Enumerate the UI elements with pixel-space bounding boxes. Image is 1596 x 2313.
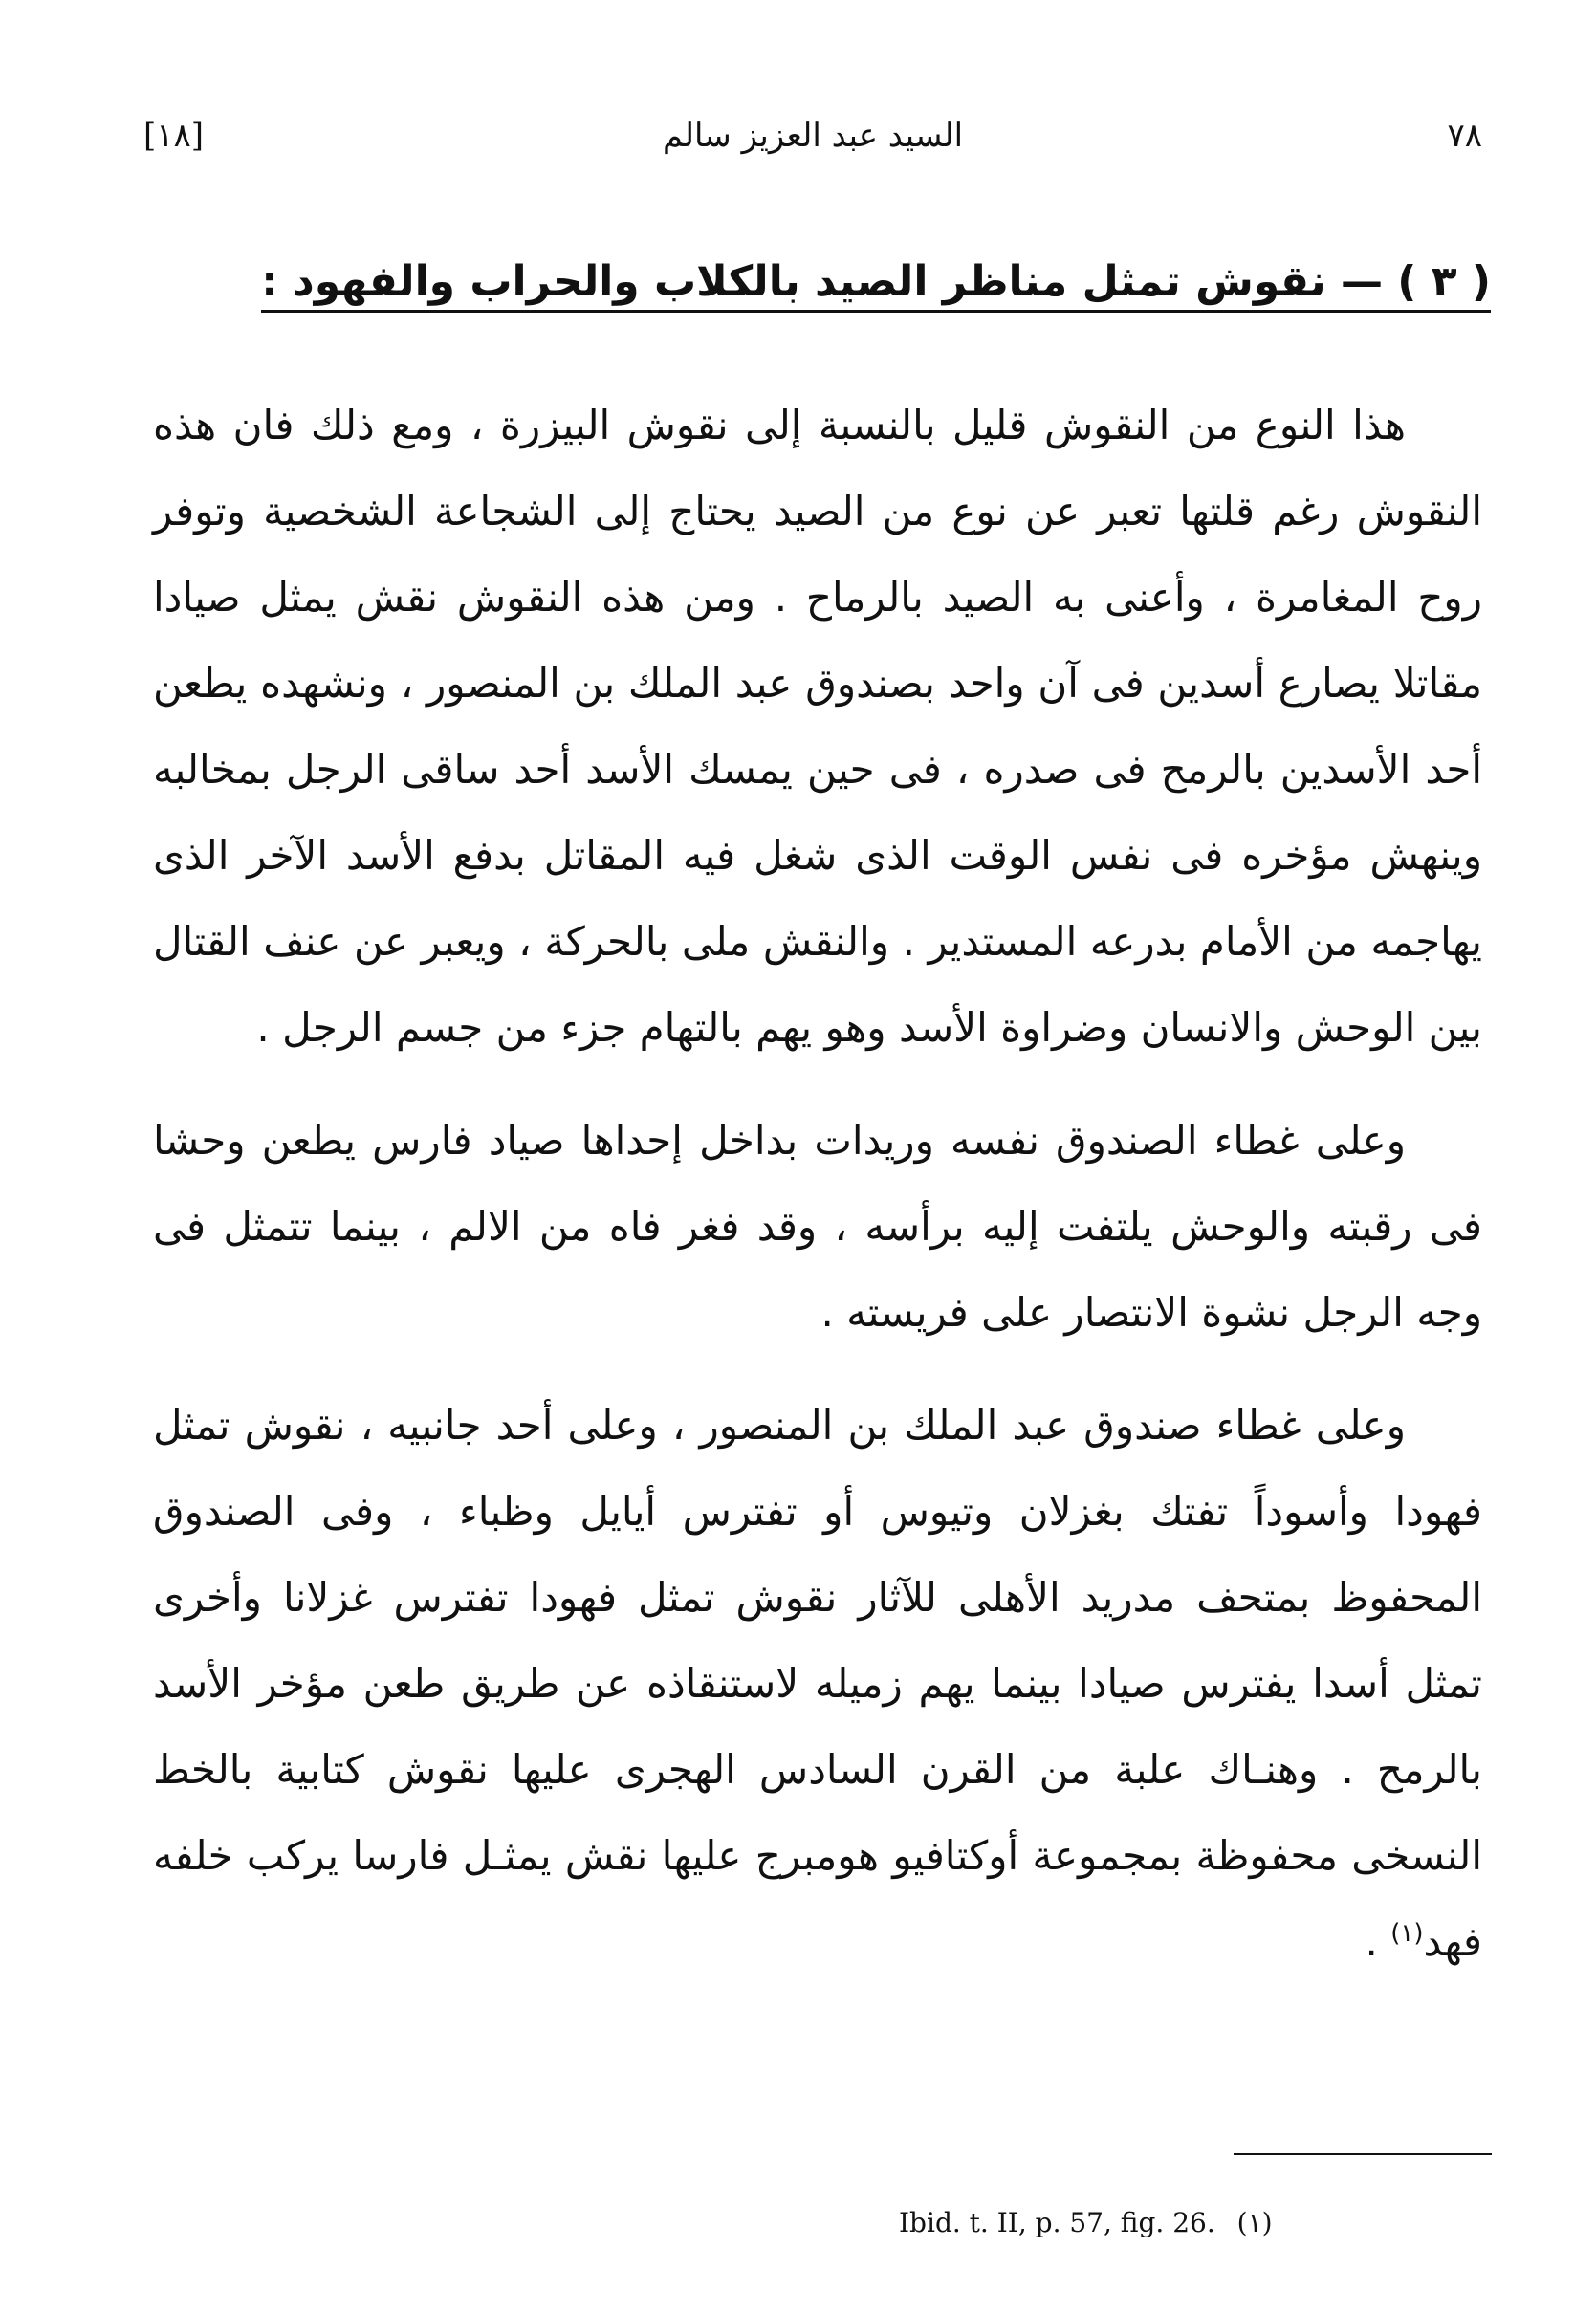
footnote-divider [1234,2153,1492,2155]
body-text [153,382,1482,2012]
running-title: السيد عبد العزيز سالم [662,117,964,155]
footnote-text: Ibid. t. II, p. 57, fig. 26. [899,2207,1215,2238]
page-number: ٧٨ [1447,117,1482,155]
reference-number: [١٨] [143,117,205,155]
running-header [143,107,1482,164]
paragraph-text: وعلى غطاء صندوق عبد الملك بن المنصور ، وعلى أحد جانبيه ، نقوش تمثل فهودا وأسوداً تفتك بغزلان وتيوس أو تفترس أيايل وظباء ، وفى الصندوق المحفوظ بمتحف مدريد الأهلى للآثار نقوش تمثل فهودا تفترس غزلانا وأخرى تمثل أسدا يفترس صيادا بينما يهم زميله لاستنقاذه عن طريق طعن مؤخر الأسد بالرمح . وهنـاك علبة من القرن السادس الهجرى عليها نقوش كتابية بالخط النسخى محفوظة بمجموعة أوكتافيو هومبرج عليها نقش يمثـل فارسا يركب خلفه فهد [153,1402,1482,1965]
paragraph-end: . [1365,1918,1391,1965]
section-heading [261,244,1491,320]
footnote [899,2199,1473,2247]
section-heading-text: ( ٣ ) — نقوش تمثل مناظر الصيد بالكلاب والحراب والفهود : [261,257,1491,313]
paragraph: وعلى غطاء الصندوق نفسه وريدات بداخل إحداها صياد فارس يطعن وحشا فى رقبته والوحش يلتفت إليه برأسه ، وقد فغر فاه من الالم ، بينما تتمثل فى وجه الرجل نشوة الانتصار على فريسته . [153,1117,1482,1336]
paragraph [153,1383,1482,1985]
footnote-number: (١) [1236,2207,1273,2238]
footnote-marker: (١) [1390,1919,1424,1948]
paragraph: هذا النوع من النقوش قليل بالنسبة إلى نقوش البيزرة ، ومع ذلك فان هذه النقوش رغم قلتها تعبر عن نوع من الصيد يحتاج إلى الشجاعة الشخصية وتوفر روح المغامرة ، وأعنى به الصيد بالرماح . ومن هذه النقوش نقش يمثل صيادا مقاتلا يصارع أسدين فى آن واحد بصندوق عبد الملك بن المنصور ، ونشهده يطعن أحد الأسدين بالرمح فى صدره ، فى حين يمسك الأسد أحد ساقى الرجل بمخالبه وينهش مؤخره فى نفس الوقت الذى شغل فيه المقاتل بدفع الأسد الآخر الذى يهاجمه من الأمام بدرعه المستدير . والنقش ملى بالحركة ، ويعبر عن عنف القتال بين الوحش والانسان وضراوة الأسد وهو يهم بالتهام جزء من جسم الرجل . [153,402,1482,1051]
